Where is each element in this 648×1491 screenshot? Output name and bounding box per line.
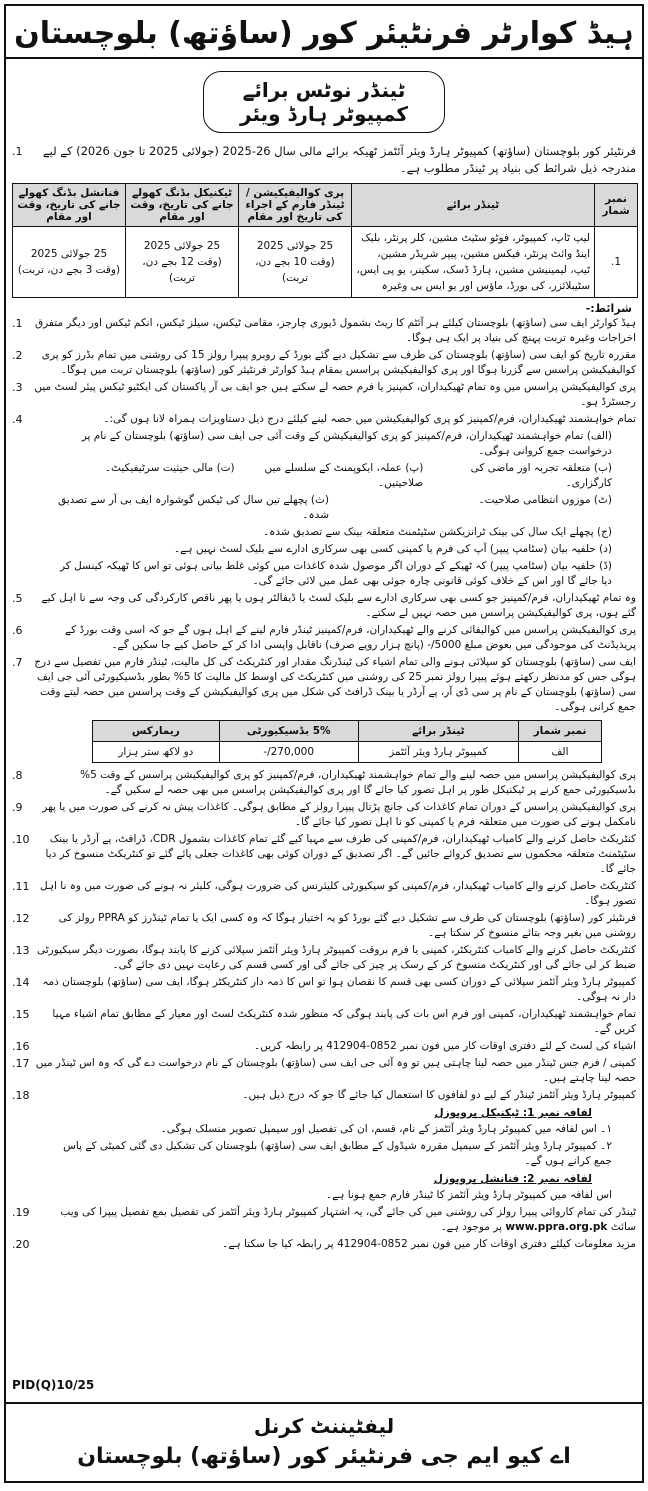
condition-text-part: ٹینڈر کی تمام کاروائی پیپرا رولز کی روشنی میں کی جائے گی، یہ اشتہار کمپیوٹر ہارڈ ویئر آئٹمز کی تفصیل بمع تفصیل پیپرا کی ویب سائٹ	[60, 1206, 636, 1233]
item-text: اس لفافہ میں کمپیوٹر ہارڈ ویئر آئٹمز کے نام، قسم، ان کی تفصیل اور سیمپل تصویر منسلک ہوگی۔	[160, 1123, 597, 1135]
condition-item	[6, 1236, 642, 1253]
intro-paragraph	[6, 143, 642, 177]
condition-item	[6, 910, 642, 942]
condition-item	[6, 347, 642, 379]
condition-text: کنٹریکٹ حاصل کرنے والے کامیاب ٹھیکیداران، فرم/کمپنی کی طرف سے مہیا کیے گئے تمام کاغذات بشمول CDR، ڈرافٹ، پے آرڈر یا بینک سٹیٹمنٹ متعلقہ محکموں سے تصدیق کروائے جائیں گے۔ اگر تصدیق کے دوران کوئی بھی کاغذات جعلی پائے گئے تو کنٹریکٹ منسوخ کر دیا جائے گا۔	[45, 833, 636, 875]
sub-item-row	[6, 460, 642, 492]
condition-number: 17.	[12, 1057, 30, 1070]
condition-number: 8.	[12, 769, 23, 782]
condition-text: پری کوالیفیکیشن پراسس میں کوالیفائی کرنے والے ٹھیکیداران، فرم/کمپنیز ٹینڈر فارم لینے کے اہل ہوں گے جو کہ اسی وقت بورڈ کے پریذیڈنٹ کی موجودگی میں بعوض مبلغ 5000/- (پانچ ہزار روپے صرف) ناقابل واپسی ادا کر کے حاصل کیے جا سکیں گے۔	[65, 624, 636, 651]
condition-item	[6, 1087, 642, 1104]
cell-item: کمپیوٹر ہارڈ ویئر آئٹمز	[358, 742, 518, 763]
sub-item-dd: (ڈ) حلفیہ بیان (سٹامپ پیپر) کہ ٹھیکے کے دوران اگر موصول شدہ کاغذات میں کوئی غلط بیانی ہوئی تو اس کا ٹھیکہ کینسل کر دیا جائے گا اور اس کے خلاف کوئی قانونی چارہ جوئی بھی عمل میں لائی جائے گی۔	[59, 560, 612, 587]
header-item: ٹینڈر برائے	[352, 184, 595, 227]
header-technical: ٹیکنیکل بڈنگ کھولے جانے کی تاریخ، وقت اور مقام	[126, 184, 239, 227]
sub-item-j: (ج) پچھلے ایک سال کی بینک ٹرانزیکشن سٹیٹمنٹ متعلقہ بینک سے تصدیق شدہ۔	[263, 526, 612, 538]
condition-number: 3.	[12, 381, 23, 394]
condition-text: فرنٹیئر کور (ساؤتھ) بلوچستان کی طرف سے تشکیل دیے گئے بورڈ کو یہ اختیار ہوگا کہ وہ کسی ایک یا تمام ٹینڈرز کو PPRA رولز کی روشنی میں بغیر وجہ بتائے منسوخ کر سکتا ہے۔	[58, 912, 636, 939]
envelope-1-item	[6, 1121, 642, 1138]
condition-text: کنٹریکٹ حاصل کرنے والے کامیاب کنٹریکٹر، کمپنی یا فرم بروقت کمپیوٹر ہارڈ ویئر آئٹمز سپلائی کرنے کا پابند ہوگا، بصورت دیگر سیکیورٹی ضبط کر لی جائے گی اور کنٹریکٹ منسوخ کر کے رسک پر چیز کی جائے گی اور کسی قسم کی رعایت نہیں دی جائے گی۔	[36, 944, 636, 971]
sub-item-row	[6, 492, 642, 524]
header-serial: نمبر شمار	[519, 721, 602, 742]
condition-item	[6, 622, 642, 654]
prequal-time: (وقت 10 بجے دن، تربت)	[255, 256, 335, 284]
tender-schedule-table	[12, 183, 638, 298]
condition-number: 6.	[12, 624, 23, 637]
condition-number: 5.	[12, 592, 23, 605]
envelope-2-text: اس لفافہ میں کمپیوٹر ہارڈ ویئر آئٹمز کا ٹینڈر فارم جمع ہونا ہے۔	[325, 1189, 612, 1201]
condition-item	[6, 1038, 642, 1055]
cell-serial: 1.	[595, 227, 638, 298]
header-prequal: پری کوالیفیکیشن / ٹینڈر فارم کے اجراء کی تاریخ اور مقام	[239, 184, 352, 227]
condition-number: 1.	[12, 317, 23, 330]
sub-item-s: (ث) پچھلے تین سال کی ٹیکس گوشوارہ ایف بی آر سے تصدیق شدہ۔	[57, 494, 329, 521]
condition-text: اشیاء کی لسٹ کے لئے دفتری اوقات کار میں فون نمبر 0852-412904 پر رابطہ کریں۔	[253, 1040, 636, 1052]
condition-text: مزید معلومات کیلئے دفتری اوقات کار میں فون نمبر 0852-412904 پر رابطہ کیا جا سکتا ہے۔	[222, 1238, 636, 1250]
cell-financial	[13, 227, 126, 298]
envelope-1-label: لفافہ نمبر 1: ٹیکنیکل پروپوزل	[434, 1107, 592, 1119]
sub-item-tt: (ٹ) موزوں انتظامی صلاحیت۔	[478, 494, 612, 506]
item-number: ۱۔	[600, 1123, 612, 1135]
intro-number: 1.	[12, 145, 23, 158]
condition-number: 4.	[12, 413, 23, 426]
ppra-website-link[interactable]: www.ppra.org.pk	[505, 1221, 608, 1233]
cell-serial: الف	[519, 742, 602, 763]
intro-text: فرنٹیئر کور بلوچستان (ساؤتھ) کمپیوٹر ہارڈ ویئر آئٹمز ٹھیکہ برائے مالی سال 26-2025 (جولائی 2025 تا جون 2026) کے لیے مندرجہ ذیل شرائط کی بنیاد پر ٹینڈر مطلوب ہے۔	[42, 144, 636, 175]
condition-number: 18.	[12, 1089, 30, 1102]
condition-text	[34, 1205, 636, 1235]
condition-number: 14.	[12, 976, 30, 989]
condition-number: 10.	[12, 833, 30, 846]
condition-text: ایف سی (ساؤتھ) بلوچستان کو سپلائی ہونے والی تمام اشیاء کی ٹینڈرنگ مقدار اور کنٹریکٹ کی کل مالیت، ٹینڈر فارم میں تفصیل سے درج ہوگی جس کو مدنظر رکھتے ہوئے پیپرا رولز نمبر 25 کی روشنی میں کنٹریکٹ کی اوسط کل مالیت کا 5% بطور بڈسیکیورٹی آئی جی ایف سی (ساؤتھ) بلوچستان کے نام پر سی ڈی آر، پے آرڈر یا بینک ڈرافٹ کی شکل میں پری کوالیفیکیشن کے وقت پراسس میں حصہ لیتے وقت جمع کرانی ہوگی۔	[34, 656, 636, 713]
condition-text: پری کوالیفیکیشن پراسس میں وہ تمام ٹھیکیداران، کمپنیز یا فرم حصہ لے سکتے ہیں جو ایف بی آر پاکستان کی ایکٹیو ٹیکس پیئر لسٹ میں رجسٹرڈ ہو۔	[34, 381, 636, 408]
condition-text: کمپیوٹر ہارڈ ویئر آئٹمز ٹینڈر کے لیے دو لفافوں کا استعمال کیا جائے گا جو کہ درج ذیل ہیں۔	[242, 1089, 636, 1101]
condition-item	[6, 379, 642, 411]
condition-text: تمام خواہشمند ٹھیکیداران، فرم/کمپنیز کو پری کوالیفیکیشن میں حصہ لینے کیلئے درج ذیل دستاویزات ہمراہ لانا ہوں گی:۔	[103, 413, 636, 425]
condition-number: 16.	[12, 1040, 30, 1053]
condition-text: کمپنی / فرم جس ٹینڈر میں حصہ لینا چاہتی ہیں تو وہ آئی جی ایف سی (ساؤتھ) بلوچستان کے نام درخواست دے گی کہ وہ اس ٹینڈر میں حصہ لینا چاہتے ہیں۔	[35, 1057, 636, 1084]
sub-item-p: (پ) عملہ، ایکوپمنٹ کے سلسلے میں صلاحیتیں۔	[264, 462, 424, 489]
signature-block	[6, 1402, 642, 1485]
header-security: 5% بڈسیکیورٹی	[219, 721, 358, 742]
condition-number: 12.	[12, 912, 30, 925]
table-header-row	[13, 184, 638, 227]
condition-item	[6, 1055, 642, 1087]
cell-item: لیپ ٹاپ، کمپیوٹر، فوٹو سٹیٹ مشین، کلر پرنٹر، بلیک اینڈ وائٹ پرنٹر، فیکس مشین، پیپر شریڈر مشین، ٹیپ، لیمینیشن مشین، ہارڈ ڈسک، سکینر، یو پی ایس، سٹیبلائزر، کی بورڈ، ماؤس اور یو ایس بی وغیرہ	[352, 227, 595, 298]
signatory-rank: لیفٹیننٹ کرنل	[253, 1414, 395, 1438]
table-header-row	[93, 721, 602, 742]
condition-text: پری کوالیفیکیشن پراسس کے دوران تمام کاغذات کی جانچ پڑتال پیپرا رولز کے مطابق ہوگی۔ کاغذات پیش نہ کرنے کی صورت میں یا پھر نامکمل ہونے کی صورت میں متعلقہ فرم یا کمپنی کو نا اہل تصور کیا جائے گا۔	[42, 801, 636, 828]
condition-item	[6, 411, 642, 428]
condition-item	[6, 590, 642, 622]
header-item: ٹینڈر برائے	[358, 721, 518, 742]
condition-item	[6, 1204, 642, 1236]
condition-text: کمپیوٹر ہارڈ ویئر آئٹمز سپلائی کے دوران کسی بھی قسم کا نقصان ہوا تو اس کا ذمہ دار کنٹریکٹر ہوگا، ایف سی (ساؤتھ) بلوچستان ذمہ دار نہ ہوگی۔	[42, 976, 636, 1003]
condition-item	[6, 654, 642, 716]
condition-number: 15.	[12, 1008, 30, 1021]
cell-technical	[126, 227, 239, 298]
condition-item	[6, 1006, 642, 1038]
condition-item	[6, 799, 642, 831]
sub-item-a: (الف) تمام خواہشمند ٹھیکیداران، فرم/کمپنیز کو پری کوالیفیکیشن کے وقت آئی جی ایف سی (ساؤتھ) بلوچستان کے نام پر درخواست جمع کروانی ہوگی۔	[81, 430, 612, 457]
cell-remarks: دو لاکھ ستر ہزار	[93, 742, 220, 763]
cell-prequal	[239, 227, 352, 298]
condition-text: تمام خواہشمند ٹھیکیداران، کمپنی اور فرم اس بات کی پابند ہوگی کہ منظور شدہ کنٹریکٹ لسٹ اور معیار کے مطابق تمام اشیاء مہیا کریں گے۔	[52, 1008, 636, 1035]
table-row	[93, 742, 602, 763]
condition-text: وہ تمام ٹھیکیداران، فرم/کمپنیز جو کسی بھی سرکاری ادارے سے بلیک لسٹ یا ڈیفالٹر ہوں یا پھر ناقص کارکردگی کی وجہ سے نا اہل کیے گئے ہوں، پری کوالیفیکیشن پراسس میں حصہ نہیں لے سکتے۔	[41, 592, 636, 619]
item-number: ۲۔	[600, 1140, 612, 1152]
condition-text: مقررہ تاریخ کو ایف سی (ساؤتھ) بلوچستان کی طرف سے تشکیل دیے گئے بورڈ کے روبرو پیپرا رولز 15 کی روشنی میں تمام بڈرز کو پری کوالیفیکیشن پراسس سے گزرنا ہوگا اور پری کوالیفیکیشن پراسس بمقام ہیڈ کوارٹر فرنٹیئر کور (ساؤتھ) بلوچستان تربت میں ہوگا۔	[41, 349, 636, 376]
cell-security: 270,000/-	[219, 742, 358, 763]
condition-text: کنٹریکٹ حاصل کرنے والے کامیاب ٹھیکیدار، فرم/کمپنی کو سیکیورٹی کلیئرنس کی ضرورت ہوگی، کلیئر نہ ہونے کی صورت میں وہ نا اہل تصور ہوگا۔	[39, 880, 636, 907]
envelope-1-item	[6, 1138, 642, 1170]
condition-item	[6, 767, 642, 799]
sub-item-d: (د) حلفیہ بیان (سٹامپ پیپر) آپ کی فرم یا کمپنی کسی بھی سرکاری ادارے سے بلیک لسٹ نہیں ہے۔	[174, 543, 612, 555]
condition-text: ہیڈ کوارٹر ایف سی (ساؤتھ) بلوچستان کیلئے ہر آئٹم کا ریٹ بشمول ڈیوری چارجز، مقامی ٹیکس، سیلز ٹیکس، انکم ٹیکس اور دیگر متفرق اخراجات وغیرہ تربت پہنچ کی بنیاد پر ایک ہی ہوگا۔	[34, 317, 636, 344]
financial-time: (وقت 3 بجے دن، تربت)	[17, 264, 121, 276]
condition-number: 2.	[12, 349, 23, 362]
signatory-office: اے کیو ایم جی فرنٹیئر کور (ساؤتھ) بلوچستان	[77, 1444, 571, 1469]
condition-item	[6, 831, 642, 878]
condition-number: 20.	[12, 1238, 30, 1251]
condition-item	[6, 974, 642, 1006]
tender-notice-page	[4, 4, 644, 1483]
conditions-heading: شرائط:-	[585, 302, 632, 315]
header-serial: نمبر شمار	[595, 184, 638, 227]
condition-number: 13.	[12, 944, 30, 957]
pid-number: PID(Q)10/25	[12, 1378, 95, 1392]
sub-item-b: (ب) متعلقہ تجربہ اور ماضی کی کارگزاری۔	[470, 462, 612, 489]
item-text: کمپیوٹر ہارڈ ویئر آئٹمز کے سیمپل مقررہ شیڈول کے مطابق ایف سی (ساؤتھ) بلوچستان کی تشکیل دی گئی کمیٹی کے پاس جمع کرانے ہوں گے۔	[63, 1140, 612, 1167]
condition-text: پری کوالیفیکیشن پراسس میں حصہ لینے والے تمام خواہشمند ٹھیکیداران، فرم/کمپنیز کو پری کوالیفیکیشن پراسس کے وقت 5% بڈسیکیورٹی جمع کرنے پر ٹیکنیکل طور پر اہل تصور کیا جائے گا اور پری کوالیفیکیشن پراسس میں بھی حصہ لے سکیں گے۔	[80, 769, 636, 796]
technical-time: (وقت 12 بجے دن، تربت)	[142, 256, 222, 284]
bid-security-table	[92, 720, 602, 763]
condition-text-tail: پر موجود ہے۔	[440, 1221, 502, 1233]
notice-subtitle: ٹینڈر نوٹس برائے کمپیوٹر ہارڈ ویئر	[203, 71, 445, 133]
financial-date: 25 جولائی 2025	[30, 248, 108, 260]
condition-number: 19.	[12, 1206, 30, 1219]
condition-number: 11.	[12, 880, 30, 893]
condition-number: 9.	[12, 801, 23, 814]
sub-item-t: (ت) مالی حیثیت سرٹیفیکیٹ۔	[104, 462, 235, 474]
header-remarks: ریمارکس	[93, 721, 220, 742]
table-row	[13, 227, 638, 298]
condition-item	[6, 315, 642, 347]
technical-date: 25 جولائی 2025	[143, 240, 221, 252]
condition-item	[6, 878, 642, 910]
header-financial: فنانشل بڈنگ کھولے جانے کی تاریخ، وقت اور مقام	[13, 184, 126, 227]
page-title: ہیڈ کوارٹر فرنٹیئر کور (ساؤتھ) بلوچستان	[6, 6, 642, 59]
condition-item	[6, 942, 642, 974]
prequal-date: 25 جولائی 2025	[256, 240, 334, 252]
envelope-2-label: لفافہ نمبر 2: فنانشل پروپوزل	[433, 1173, 592, 1185]
condition-number: 7.	[12, 656, 23, 669]
